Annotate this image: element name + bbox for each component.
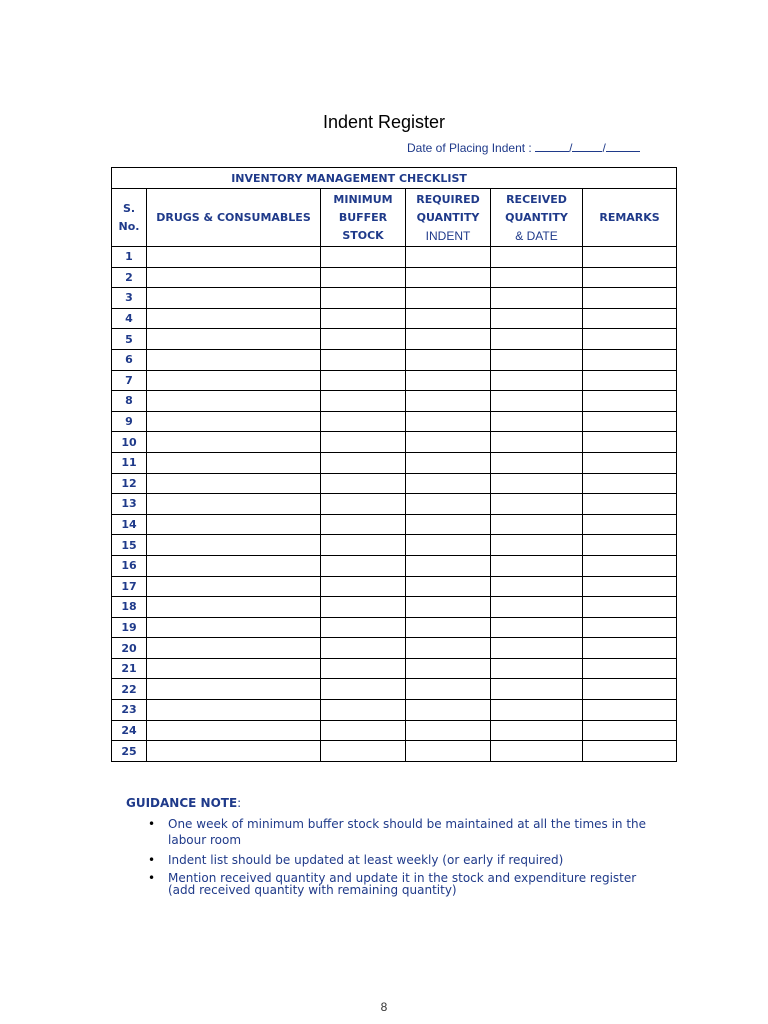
required-quantity-cell[interactable] <box>406 267 491 288</box>
minimum-buffer-stock-cell[interactable] <box>321 391 406 412</box>
remarks-cell[interactable] <box>583 638 677 659</box>
table-row <box>112 452 677 473</box>
row-number: 4 <box>112 308 147 329</box>
received-quantity-cell[interactable] <box>491 452 583 473</box>
row-number: 21 <box>112 658 147 679</box>
required-quantity-cell[interactable] <box>406 370 491 391</box>
row-number: 11 <box>112 452 147 473</box>
date-day-blank[interactable] <box>535 141 569 152</box>
guidance-item: • Indent list should be updated at least weekly (or early if required) <box>148 853 564 867</box>
table-row <box>112 514 677 535</box>
required-quantity-cell[interactable] <box>406 247 491 268</box>
drugs-cell[interactable] <box>147 452 321 473</box>
table-row <box>112 494 677 515</box>
required-quantity-cell[interactable] <box>406 349 491 370</box>
remarks-cell[interactable] <box>583 391 677 412</box>
row-number: 15 <box>112 535 147 556</box>
required-quantity-cell[interactable] <box>406 679 491 700</box>
table-row <box>112 597 677 618</box>
drugs-cell[interactable] <box>147 535 321 556</box>
received-quantity-cell[interactable] <box>491 679 583 700</box>
drugs-cell[interactable] <box>147 658 321 679</box>
remarks-cell[interactable] <box>583 432 677 453</box>
required-quantity-cell[interactable] <box>406 494 491 515</box>
remarks-cell[interactable] <box>583 370 677 391</box>
column-header-received-quantity: RECEIVED QUANTITY & DATE <box>491 189 583 247</box>
received-quantity-cell[interactable] <box>491 617 583 638</box>
remarks-cell[interactable] <box>583 658 677 679</box>
table-row <box>112 473 677 494</box>
received-quantity-cell[interactable] <box>491 514 583 535</box>
minimum-buffer-stock-cell[interactable] <box>321 329 406 350</box>
row-number: 19 <box>112 617 147 638</box>
date-colon: : <box>528 141 532 155</box>
drugs-cell[interactable] <box>147 720 321 741</box>
minimum-buffer-stock-cell[interactable] <box>321 638 406 659</box>
drugs-cell[interactable] <box>147 349 321 370</box>
minimum-buffer-stock-cell[interactable] <box>321 432 406 453</box>
remarks-cell[interactable] <box>583 411 677 432</box>
row-number: 10 <box>112 432 147 453</box>
table-row <box>112 432 677 453</box>
drugs-cell[interactable] <box>147 597 321 618</box>
row-number: 18 <box>112 597 147 618</box>
drugs-cell[interactable] <box>147 514 321 535</box>
drugs-cell[interactable] <box>147 432 321 453</box>
required-quantity-cell[interactable] <box>406 473 491 494</box>
date-slash-1: / <box>569 141 573 155</box>
row-number: 24 <box>112 720 147 741</box>
table-row <box>112 638 677 659</box>
inventory-checklist-table <box>111 167 677 762</box>
remarks-cell[interactable] <box>583 535 677 556</box>
remarks-cell[interactable] <box>583 597 677 618</box>
received-quantity-cell[interactable] <box>491 555 583 576</box>
row-number: 25 <box>112 741 147 762</box>
minimum-buffer-stock-cell[interactable] <box>321 700 406 721</box>
received-quantity-cell[interactable] <box>491 535 583 556</box>
received-quantity-cell[interactable] <box>491 391 583 412</box>
required-quantity-cell[interactable] <box>406 391 491 412</box>
page-title: Indent Register <box>322 112 446 132</box>
table-row <box>112 700 677 721</box>
minimum-buffer-stock-cell[interactable] <box>321 247 406 268</box>
remarks-cell[interactable] <box>583 679 677 700</box>
table-row <box>112 617 677 638</box>
required-quantity-cell[interactable] <box>406 597 491 618</box>
bullet-icon: • <box>148 853 156 867</box>
row-number: 16 <box>112 555 147 576</box>
required-quantity-cell[interactable] <box>406 329 491 350</box>
required-quantity-cell[interactable] <box>406 720 491 741</box>
minimum-buffer-stock-cell[interactable] <box>321 720 406 741</box>
remarks-cell[interactable] <box>583 247 677 268</box>
received-quantity-cell[interactable] <box>491 720 583 741</box>
table-row <box>112 267 677 288</box>
received-quantity-cell[interactable] <box>491 411 583 432</box>
minimum-buffer-stock-cell[interactable] <box>321 555 406 576</box>
table-row <box>112 308 677 329</box>
table-row <box>112 555 677 576</box>
remarks-cell[interactable] <box>583 329 677 350</box>
drugs-cell[interactable] <box>147 329 321 350</box>
required-quantity-cell[interactable] <box>406 411 491 432</box>
guidance-item: • One week of minimum buffer stock should be maintained at all the times in the labour room <box>148 817 647 847</box>
remarks-cell[interactable] <box>583 267 677 288</box>
minimum-buffer-stock-cell[interactable] <box>321 576 406 597</box>
remarks-cell[interactable] <box>583 741 677 762</box>
column-header-sno: S. No. <box>112 189 147 247</box>
received-quantity-cell[interactable] <box>491 638 583 659</box>
received-quantity-cell[interactable] <box>491 494 583 515</box>
remarks-cell[interactable] <box>583 473 677 494</box>
row-number: 20 <box>112 638 147 659</box>
date-month-blank[interactable] <box>572 141 602 152</box>
minimum-buffer-stock-cell[interactable] <box>321 658 406 679</box>
remarks-cell[interactable] <box>583 452 677 473</box>
minimum-buffer-stock-cell[interactable] <box>321 370 406 391</box>
row-number: 2 <box>112 267 147 288</box>
table-row <box>112 658 677 679</box>
drugs-cell[interactable] <box>147 741 321 762</box>
table-row <box>112 288 677 309</box>
drugs-cell[interactable] <box>147 308 321 329</box>
received-quantity-cell[interactable] <box>491 349 583 370</box>
table-row <box>112 576 677 597</box>
table-row <box>112 391 677 412</box>
row-number: 7 <box>112 370 147 391</box>
remarks-cell[interactable] <box>583 349 677 370</box>
minimum-buffer-stock-cell[interactable] <box>321 267 406 288</box>
received-quantity-cell[interactable] <box>491 700 583 721</box>
required-quantity-cell[interactable] <box>406 535 491 556</box>
minimum-buffer-stock-cell[interactable] <box>321 679 406 700</box>
required-quantity-cell[interactable] <box>406 288 491 309</box>
remarks-cell[interactable] <box>583 720 677 741</box>
received-quantity-cell[interactable] <box>491 576 583 597</box>
date-year-blank[interactable] <box>606 141 640 152</box>
row-number: 12 <box>112 473 147 494</box>
row-number: 22 <box>112 679 147 700</box>
required-quantity-cell[interactable] <box>406 514 491 535</box>
received-quantity-cell[interactable] <box>491 247 583 268</box>
row-number: 8 <box>112 391 147 412</box>
table-row <box>112 679 677 700</box>
remarks-cell[interactable] <box>583 514 677 535</box>
table-row <box>112 370 677 391</box>
received-quantity-cell[interactable] <box>491 432 583 453</box>
remarks-cell[interactable] <box>583 576 677 597</box>
drugs-cell[interactable] <box>147 494 321 515</box>
column-header-minimum-buffer-stock: MINIMUM BUFFER STOCK <box>321 189 406 247</box>
required-quantity-cell[interactable] <box>406 658 491 679</box>
drugs-cell[interactable] <box>147 288 321 309</box>
received-quantity-cell[interactable] <box>491 370 583 391</box>
remarks-cell[interactable] <box>583 288 677 309</box>
bullet-icon: • <box>148 871 156 885</box>
row-number: 5 <box>112 329 147 350</box>
minimum-buffer-stock-cell[interactable] <box>321 535 406 556</box>
table-row <box>112 349 677 370</box>
column-header-remarks: REMARKS <box>583 189 677 247</box>
remarks-cell[interactable] <box>583 700 677 721</box>
remarks-cell[interactable] <box>583 617 677 638</box>
table-row <box>112 720 677 741</box>
minimum-buffer-stock-cell[interactable] <box>321 349 406 370</box>
row-number: 1 <box>112 247 147 268</box>
minimum-buffer-stock-cell[interactable] <box>321 494 406 515</box>
required-quantity-cell[interactable] <box>406 432 491 453</box>
minimum-buffer-stock-cell[interactable] <box>321 452 406 473</box>
row-number: 9 <box>112 411 147 432</box>
minimum-buffer-stock-cell[interactable] <box>321 597 406 618</box>
required-quantity-cell[interactable] <box>406 741 491 762</box>
drugs-cell[interactable] <box>147 391 321 412</box>
required-quantity-cell[interactable] <box>406 452 491 473</box>
received-quantity-cell[interactable] <box>491 288 583 309</box>
drugs-cell[interactable] <box>147 576 321 597</box>
minimum-buffer-stock-cell[interactable] <box>321 411 406 432</box>
received-quantity-cell[interactable] <box>491 308 583 329</box>
drugs-cell[interactable] <box>147 473 321 494</box>
received-quantity-cell[interactable] <box>491 658 583 679</box>
drugs-cell[interactable] <box>147 700 321 721</box>
minimum-buffer-stock-cell[interactable] <box>321 741 406 762</box>
drugs-cell[interactable] <box>147 679 321 700</box>
table-row <box>112 535 677 556</box>
drugs-cell[interactable] <box>147 617 321 638</box>
column-header-required-quantity: REQUIRED QUANTITY INDENT <box>406 189 491 247</box>
drugs-cell[interactable] <box>147 267 321 288</box>
drugs-cell[interactable] <box>147 555 321 576</box>
remarks-cell[interactable] <box>583 308 677 329</box>
minimum-buffer-stock-cell[interactable] <box>321 288 406 309</box>
drugs-cell[interactable] <box>147 247 321 268</box>
minimum-buffer-stock-cell[interactable] <box>321 308 406 329</box>
guidance-title: GUIDANCE NOTE: <box>126 796 242 810</box>
row-number: 23 <box>112 700 147 721</box>
drugs-cell[interactable] <box>147 638 321 659</box>
required-quantity-cell[interactable] <box>406 638 491 659</box>
row-number: 3 <box>112 288 147 309</box>
row-number: 6 <box>112 349 147 370</box>
table-row <box>112 741 677 762</box>
page-number: 8 <box>380 1000 388 1014</box>
minimum-buffer-stock-cell[interactable] <box>321 617 406 638</box>
received-quantity-cell[interactable] <box>491 597 583 618</box>
drugs-cell[interactable] <box>147 411 321 432</box>
received-quantity-cell[interactable] <box>491 741 583 762</box>
row-number: 17 <box>112 576 147 597</box>
date-of-indent-line <box>407 141 640 155</box>
received-quantity-cell[interactable] <box>491 267 583 288</box>
remarks-cell[interactable] <box>583 555 677 576</box>
received-quantity-cell[interactable] <box>491 473 583 494</box>
table-row <box>112 247 677 268</box>
guidance-note <box>126 796 656 900</box>
date-label: Date of Placing Indent <box>407 141 526 155</box>
table-body <box>112 247 677 762</box>
drugs-cell[interactable] <box>147 370 321 391</box>
guidance-item: • Mention received quantity and update it in the stock and expenditure register (add received quantity with remaining quantity) <box>148 871 637 897</box>
required-quantity-cell[interactable] <box>406 308 491 329</box>
table-row <box>112 411 677 432</box>
column-header-drugs: DRUGS & CONSUMABLES <box>147 189 321 247</box>
table-caption: INVENTORY MANAGEMENT CHECKLIST <box>112 168 677 189</box>
date-slash-2: / <box>602 141 606 155</box>
row-number: 14 <box>112 514 147 535</box>
minimum-buffer-stock-cell[interactable] <box>321 514 406 535</box>
row-number: 13 <box>112 494 147 515</box>
required-quantity-cell[interactable] <box>406 617 491 638</box>
remarks-cell[interactable] <box>583 494 677 515</box>
required-quantity-cell[interactable] <box>406 555 491 576</box>
table-row <box>112 329 677 350</box>
minimum-buffer-stock-cell[interactable] <box>321 473 406 494</box>
bullet-icon: • <box>148 817 156 831</box>
received-quantity-cell[interactable] <box>491 329 583 350</box>
required-quantity-cell[interactable] <box>406 700 491 721</box>
guidance-list <box>126 816 656 896</box>
required-quantity-cell[interactable] <box>406 576 491 597</box>
